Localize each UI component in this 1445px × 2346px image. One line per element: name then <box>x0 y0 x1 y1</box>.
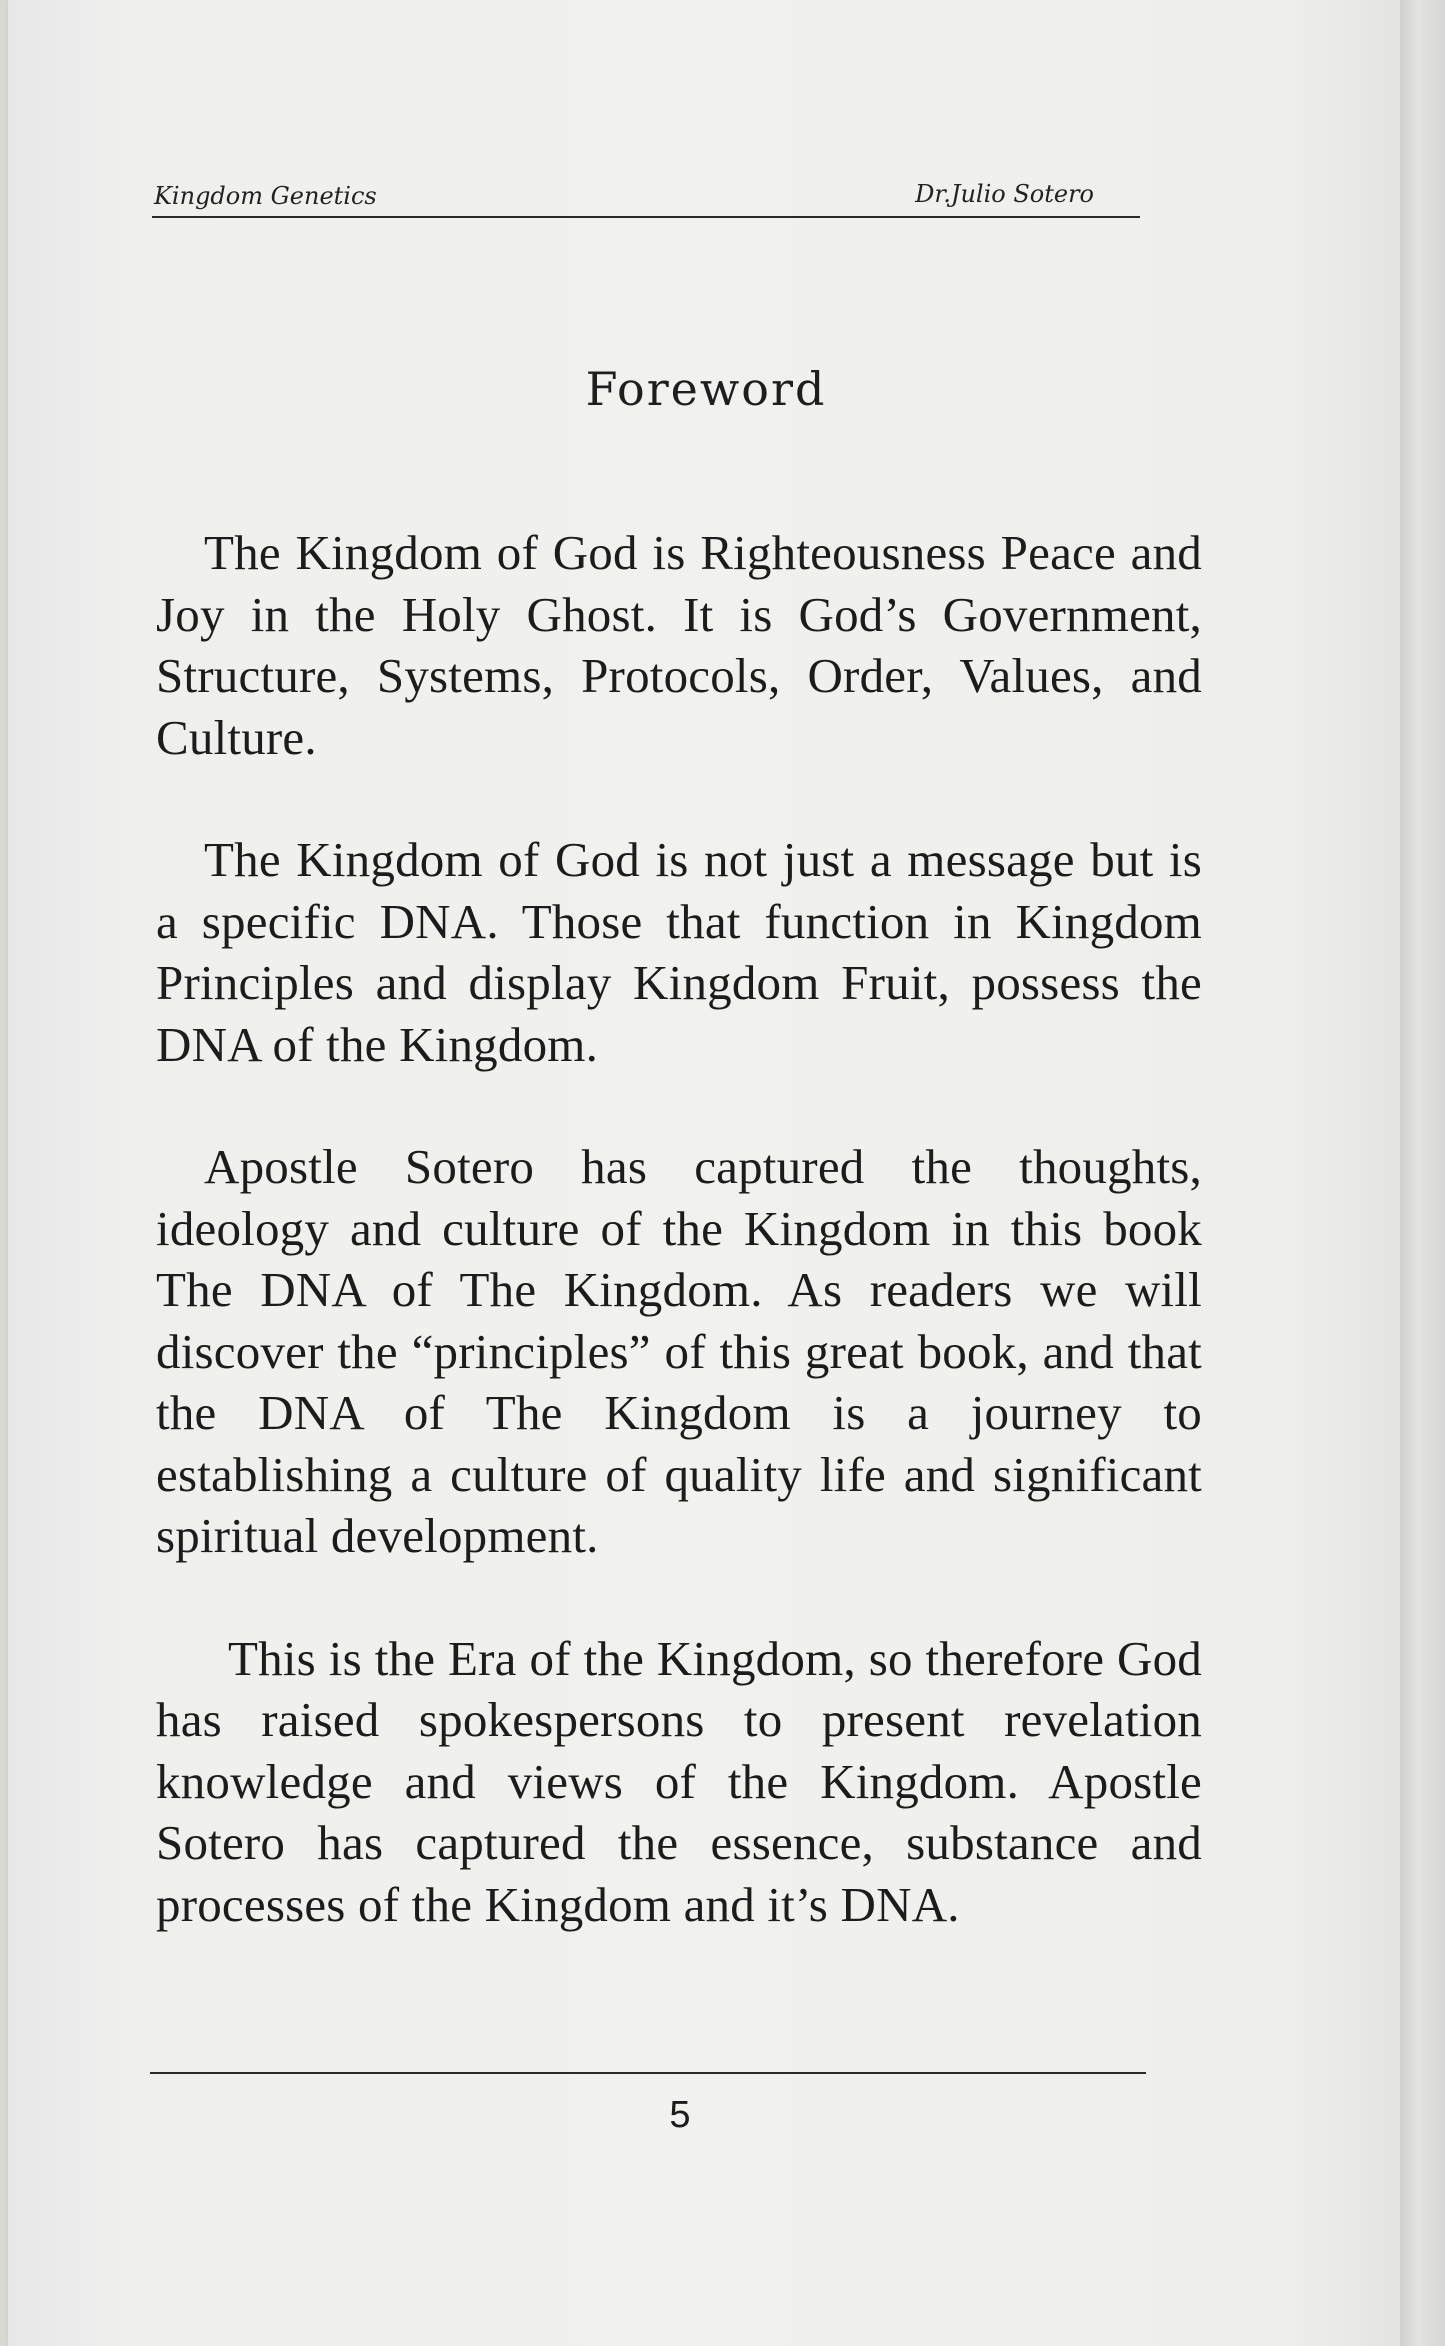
paragraph-1: The Kingdom of God is Righteousness Peace and Joy in the Holy Ghost. It is God’s Government, Structure, Systems, Protocols, Order, Values, and Culture. <box>156 525 1202 765</box>
paragraph-2: The Kingdom of God is not just a message but is a specific DNA. Those that function in Kingdom Principles and display Kingdom Fruit, possess the DNA of the Kingdom. <box>156 832 1202 1072</box>
running-header <box>152 170 1140 218</box>
paragraph-3: Apostle Sotero has captured the thoughts, ideology and culture of the Kingdom in this book The DNA of The Kingdom. As readers we will discover the “principles” of this great book, and that the DNA of The Kingdom is a journey to establishing a culture of quality life and significant spiritual development. <box>156 1139 1202 1563</box>
page-edge <box>1400 0 1445 2346</box>
page-number: 5 <box>669 2094 691 2136</box>
footer-rule <box>150 2072 1146 2074</box>
header-book-title: Kingdom Genetics <box>154 182 377 210</box>
header-author: Dr.Julio Sotero <box>915 180 1094 208</box>
paragraph-4: This is the Era of the Kingdom, so therefore God has raised spokespersons to present revelation knowledge and views of the Kingdom. Apostle Sotero has captured the essence, substance and processes of the Kingdom and it’s DNA. <box>156 1630 1202 1932</box>
body-text <box>156 522 1202 1996</box>
page-title: Foreword <box>585 362 827 416</box>
